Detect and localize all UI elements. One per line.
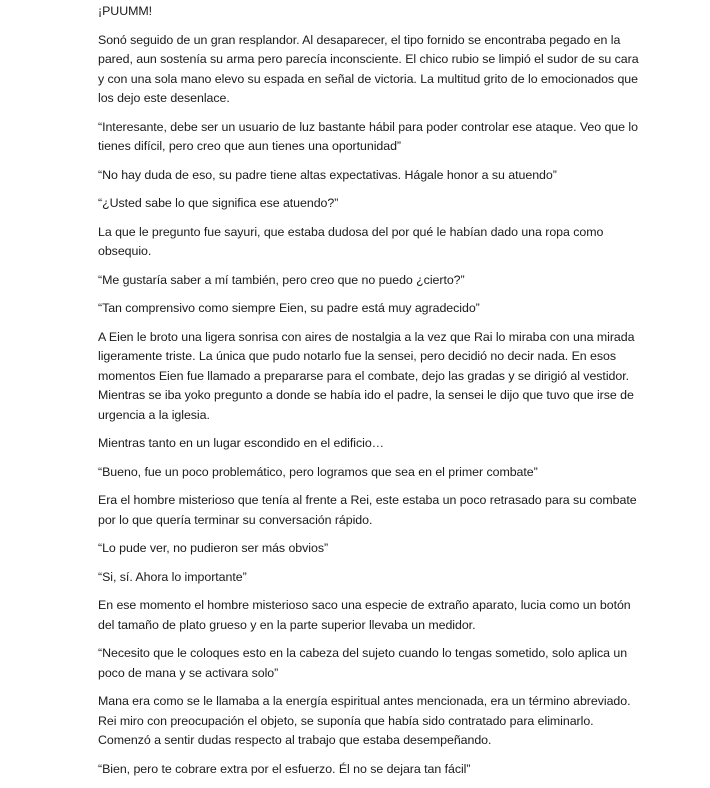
paragraph: Sonó seguido de un gran resplandor. Al desaparecer, el tipo fornido se encontraba pegado en la pared, aun sostenía su arma pero parecía inconsciente. El chico rubio se limpió el sudor de su cara y con una sola mano elevo su espada en señal de victoria. La multitud grito de lo emocionados que los dejo este desenlace. (98, 32, 639, 105)
paragraph: Era el hombre misterioso que tenía al frente a Rei, este estaba un poco retrasado para su combate por lo que quería terminar su conversación rápido. (98, 493, 637, 527)
paragraph: “¿Usted sabe lo que significa ese atuendo?” (98, 196, 339, 210)
paragraph: “Me gustaría saber a mí también, pero creo que no puedo ¿cierto?” (98, 272, 465, 287)
paragraph: Mientras tanto en un lugar escondido en el edificio… (98, 436, 385, 450)
paragraph: ¡PUUMM! (98, 4, 153, 18)
paragraph: A Eien le broto una ligera sonrisa con aires de nostalgia a la vez que Rai lo miraba con una mirada ligeramente triste. La única que pudo notarlo fue la sensei, pero decidió no decir nada. En esos momentos Eien fue llamado a prepararse para el combate, dejo las gradas y se dirigió al vestidor. Mientras se iba yoko pregunto a donde se había ido el padre, la sensei le dijo que tuvo que irse de urgencia a la iglesia. (98, 329, 635, 422)
paragraph: “Bueno, fue un poco problemático, pero logramos que sea en el primer combate” (98, 464, 538, 479)
paragraph: “Interesante, debe ser un usuario de luz bastante hábil para poder controlar ese ataque. Veo que lo tienes difícil, pero creo que aun tienes una oportunidad” (98, 119, 638, 153)
paragraph: “Si, sí. Ahora lo importante” (98, 569, 247, 584)
paragraph: Mana era como se le llamaba a la energía espiritual antes mencionada, era un término abreviado. Rei miro con preocupación el objeto, se suponía que había sido contratado para eliminarlo. Comenzó a sentir dudas respecto al trabajo que estaba desempeñando. (98, 694, 631, 747)
text-body (98, 2, 646, 788)
paragraph: “Tan comprensivo como siempre Eien, su padre está muy agradecido” (98, 301, 480, 315)
paragraph: “Lo pude ver, no pudieron ser más obvios” (98, 541, 329, 555)
paragraph: En ese momento el hombre misterioso saco una especie de extraño aparato, lucia como un botón del tamaño de plato grueso y en la parte superior llevaba un medidor. (98, 598, 631, 632)
paragraph: “Bien, pero te cobrare extra por el esfuerzo. Él no se dejara tan fácil” (98, 761, 471, 776)
paragraph: La que le pregunto fue sayuri, que estaba dudosa del por qué le habían dado una ropa como obsequio. (98, 224, 604, 258)
paragraph: “No hay duda de eso, su padre tiene altas expectativas. Hágale honor a su atuendo” (98, 167, 557, 182)
paragraph: “Necesito que le coloques esto en la cabeza del sujeto cuando lo tengas sometido, solo aplica un poco de mana y se activara solo” (98, 646, 628, 680)
